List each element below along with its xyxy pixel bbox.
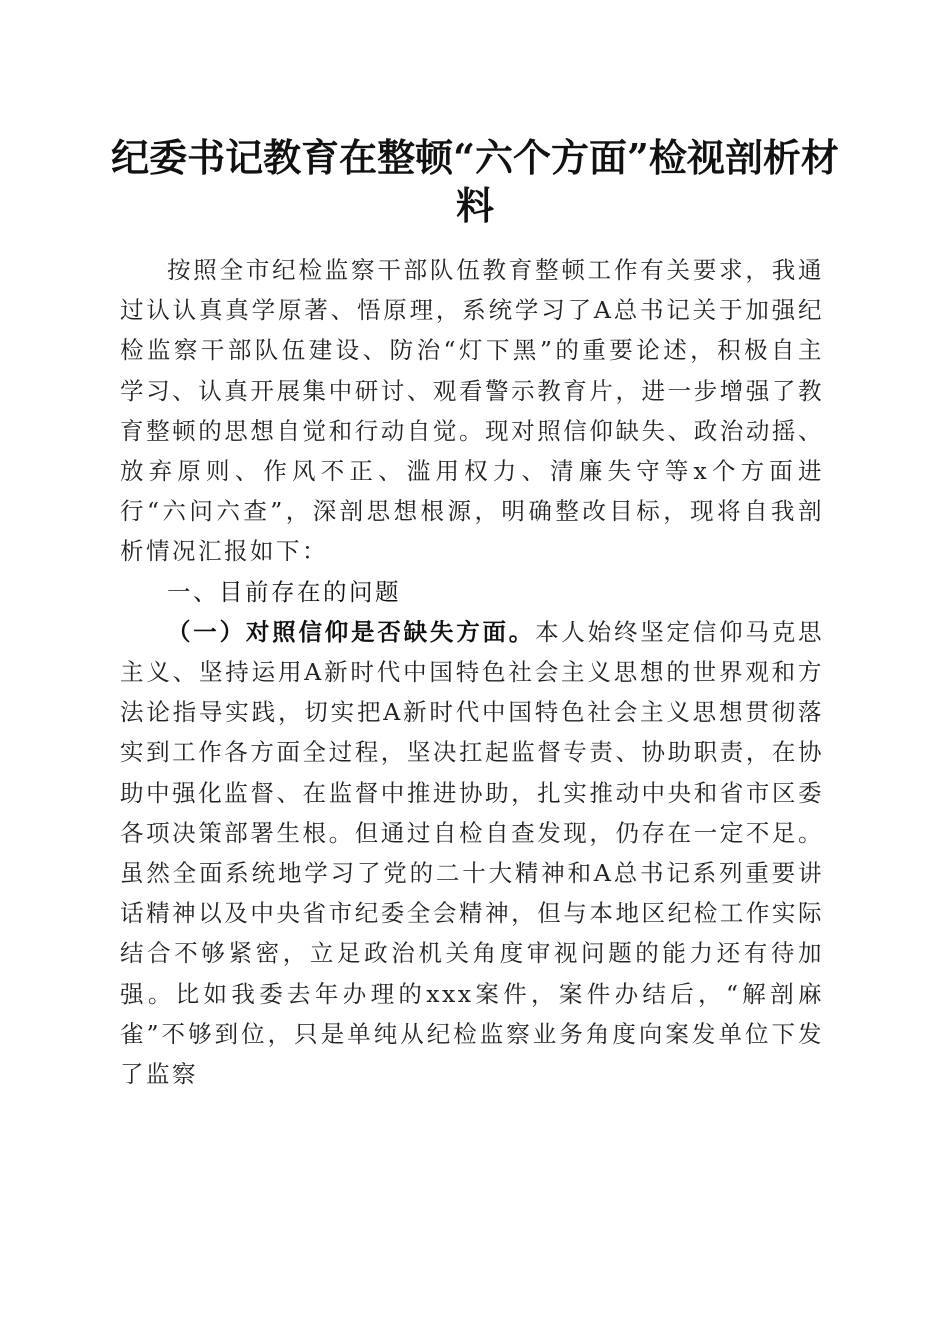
document-title: 纪委书记教育在整顿“六个方面”检视剖析材料 <box>111 135 839 228</box>
item-lead: （一）对照信仰是否缺失方面。 <box>167 617 536 646</box>
item-body: 本人始终坚定信仰马克思主义、坚持运用A新时代中国特色社会主义思想的世界观和方法论指导实践，切实把A新时代中国特色社会主义思想贯彻落实到工作各方面全过程，坚决扛起监督专责、协助职责，在协助中强化监督、在监督中推进协助，扎实推动中央和省市区委各项决策部署生根。但通过自检自查发现，仍存在一定不足。虽然全面系统地学习了党的二十大精神和A总书记系列重要讲话精神以及中央省市纪委全会精神，但与本地区纪检工作实际结合不够紧密，立足政治机关角度审视问题的能力还有待加强。比如我委去年办理的xxx案件，案件办结后，“解剖麻雀”不够到位，只是单纯从纪检监察业务角度向案发单位下发了监察 <box>120 617 825 1089</box>
item-paragraph <box>120 612 824 1094</box>
document-body <box>120 250 824 1094</box>
section-heading: 一、目前存在的问题 <box>167 577 401 606</box>
intro-paragraph: 按照全市纪检监察干部队伍教育整顿工作有关要求，我通过认认真真学原著、悟原理，系统学习了A总书记关于加强纪检监察干部队伍建设、防治“灯下黑”的重要论述，积极自主学习、认真开展集中研讨、观看警示教育片，进一步增强了教育整顿的思想自觉和行动自觉。现对照信仰缺失、政治动摇、放弃原则、作风不正、滥用权力、清廉失守等x个方面进行“六问六查”，深剖思想根源，明确整改目标，现将自我剖析情况汇报如下： <box>120 256 824 566</box>
